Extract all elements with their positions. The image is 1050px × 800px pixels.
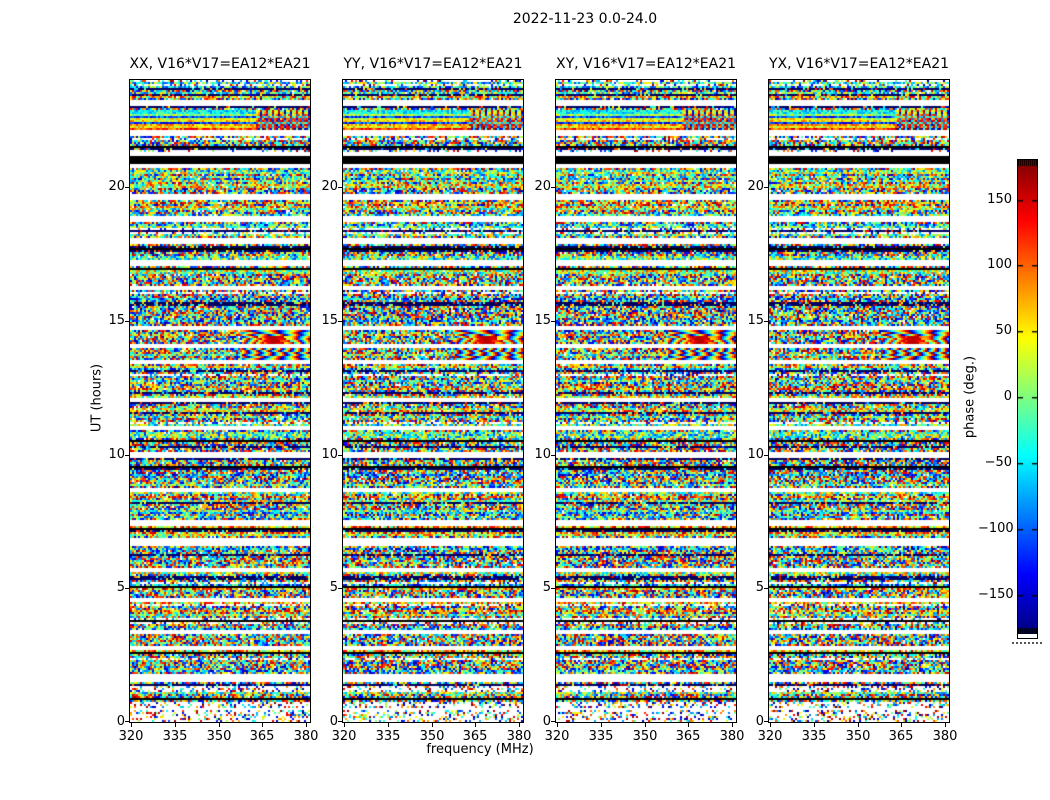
x-tick-label: 380 (293, 729, 319, 744)
colorbar-tick-label: −50 (984, 455, 1012, 470)
x-tick-mark (770, 723, 771, 727)
panel-title-1: XX, V16*V17=EA12*EA21 (129, 56, 311, 72)
y-tick-label: 0 (542, 714, 551, 729)
y-tick-label: 5 (542, 580, 551, 595)
x-tick-label: 365 (675, 729, 701, 744)
y-tick-mark (551, 588, 555, 589)
x-tick-label: 365 (249, 729, 275, 744)
x-tick-label: 350 (845, 729, 871, 744)
x-tick-label: 380 (932, 729, 958, 744)
figure-title: 2022-11-23 0.0-24.0 (512, 11, 658, 27)
x-tick-mark (475, 723, 476, 727)
colorbar-tick-label: −100 (978, 521, 1014, 536)
x-tick-label: 320 (544, 729, 570, 744)
y-tick-label: 5 (755, 580, 764, 595)
x-tick-mark (432, 723, 433, 727)
y-tick-label: 20 (534, 179, 551, 194)
x-tick-label: 320 (331, 729, 357, 744)
colorbar-bottom-dotted-line (1012, 642, 1042, 644)
phase-heatmap-canvas-4 (769, 80, 949, 722)
y-tick-mark (551, 321, 555, 322)
y-tick-label: 20 (321, 179, 338, 194)
phase-heatmap-canvas-3 (556, 80, 736, 722)
x-tick-label: 380 (506, 729, 532, 744)
y-tick-mark (338, 321, 342, 322)
y-tick-mark (338, 187, 342, 188)
x-tick-mark (262, 723, 263, 727)
colorbar-tick-label: 150 (987, 192, 1012, 207)
x-tick-label: 320 (118, 729, 144, 744)
x-tick-mark (388, 723, 389, 727)
x-tick-label: 335 (588, 729, 614, 744)
y-tick-label: 10 (534, 447, 551, 462)
x-tick-label: 350 (206, 729, 232, 744)
phase-heatmap-canvas-2 (343, 80, 523, 722)
y-tick-mark (764, 455, 768, 456)
x-tick-label: 335 (162, 729, 188, 744)
y-tick-label: 15 (321, 313, 338, 328)
y-tick-mark (338, 588, 342, 589)
panel-title-2: YY, V16*V17=EA12*EA21 (343, 56, 523, 72)
y-tick-mark (764, 588, 768, 589)
y-tick-label: 10 (747, 447, 764, 462)
colorbar-label: phase (deg.) (962, 355, 978, 439)
colorbar (1017, 159, 1038, 639)
colorbar-tick-label: 0 (1003, 389, 1012, 404)
y-tick-mark (125, 455, 129, 456)
panel-title-3: XY, V16*V17=EA12*EA21 (555, 56, 737, 72)
colorbar-tick-label: 50 (995, 323, 1012, 338)
y-tick-mark (764, 187, 768, 188)
y-tick-mark (764, 321, 768, 322)
y-tick-label: 20 (108, 179, 125, 194)
y-tick-label: 0 (755, 714, 764, 729)
heatmap-panel-4 (747, 79, 958, 744)
y-tick-label: 20 (747, 179, 764, 194)
y-tick-mark (125, 187, 129, 188)
heatmap-panel-1 (108, 79, 319, 744)
y-tick-label: 15 (534, 313, 551, 328)
colorbar-tick-label: −150 (978, 587, 1014, 602)
y-tick-mark (551, 721, 555, 722)
x-tick-label: 335 (375, 729, 401, 744)
x-tick-mark (175, 723, 176, 727)
x-tick-label: 380 (719, 729, 745, 744)
x-tick-mark (814, 723, 815, 727)
x-tick-label: 335 (801, 729, 827, 744)
x-axis-label: frequency (MHz) (426, 742, 534, 757)
x-tick-mark (858, 723, 859, 727)
x-tick-mark (557, 723, 558, 727)
heatmap-panel-3 (534, 79, 745, 744)
y-tick-mark (125, 588, 129, 589)
y-tick-label: 0 (329, 714, 338, 729)
y-tick-mark (764, 721, 768, 722)
x-tick-mark (601, 723, 602, 727)
phase-heatmap-canvas-1 (130, 80, 310, 722)
y-tick-label: 15 (747, 313, 764, 328)
x-tick-label: 365 (888, 729, 914, 744)
panel-title-4: YX, V16*V17=EA12*EA21 (768, 56, 950, 72)
colorbar-tick-label: 100 (987, 257, 1012, 272)
x-tick-mark (219, 723, 220, 727)
colorbar-gradient-canvas (1018, 160, 1037, 634)
y-tick-mark (551, 455, 555, 456)
heatmap-panel-2 (321, 79, 532, 744)
y-tick-label: 5 (116, 580, 125, 595)
x-tick-label: 320 (757, 729, 783, 744)
x-tick-label: 365 (462, 729, 488, 744)
x-tick-mark (344, 723, 345, 727)
y-tick-label: 10 (321, 447, 338, 462)
y-axis-label: UT (hours) (89, 363, 105, 433)
x-tick-mark (131, 723, 132, 727)
y-tick-label: 5 (329, 580, 338, 595)
x-tick-mark (645, 723, 646, 727)
y-tick-mark (125, 321, 129, 322)
y-tick-mark (338, 455, 342, 456)
y-tick-mark (338, 721, 342, 722)
y-tick-label: 15 (108, 313, 125, 328)
y-tick-label: 0 (116, 714, 125, 729)
x-tick-mark (688, 723, 689, 727)
y-tick-label: 10 (108, 447, 125, 462)
x-tick-label: 350 (419, 729, 445, 744)
x-tick-label: 350 (632, 729, 658, 744)
y-tick-mark (551, 187, 555, 188)
y-tick-mark (125, 721, 129, 722)
x-tick-mark (945, 723, 946, 727)
x-tick-mark (901, 723, 902, 727)
